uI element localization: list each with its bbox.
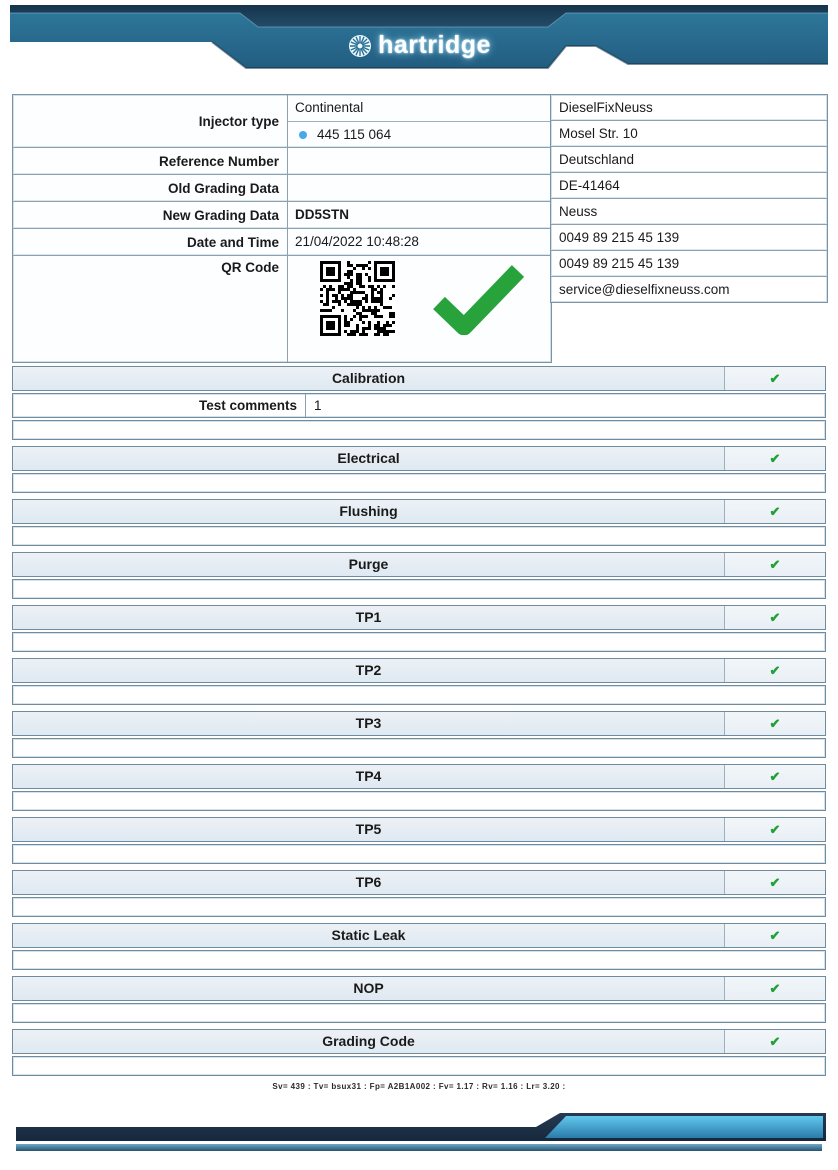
test-comments-value: 1 — [314, 398, 322, 413]
date-time-row — [13, 229, 551, 256]
injector-make: Continental — [288, 95, 551, 122]
spacer-row — [12, 685, 826, 705]
workshop-fax: 0049 89 215 45 139 — [551, 251, 827, 277]
pass-check-cell: ✔ — [724, 818, 825, 841]
spacer-row — [12, 1056, 826, 1076]
test-comments-label: Test comments — [13, 394, 306, 417]
section-name: Electrical — [337, 450, 400, 466]
section-name: Calibration — [331, 370, 406, 386]
brand-name: hartridge — [378, 31, 491, 59]
test-results — [12, 366, 826, 1091]
old-grading-value — [288, 175, 551, 201]
section-header-row — [12, 658, 826, 683]
footer-banner — [0, 1108, 838, 1170]
pass-check-cell: ✔ — [724, 765, 825, 788]
section-name: TP1 — [355, 609, 382, 625]
section-header-row — [12, 446, 826, 471]
pass-check-cell: ✔ — [724, 924, 825, 947]
section-name: TP6 — [355, 874, 382, 890]
section-header-row — [12, 1029, 826, 1054]
spacer-row — [12, 950, 826, 970]
pass-check-cell: ✔ — [724, 500, 825, 523]
spacer-row — [12, 1003, 826, 1023]
new-grading-label: New Grading Data — [13, 202, 288, 228]
old-grading-row — [13, 175, 551, 202]
reference-number-value — [288, 148, 551, 174]
workshop-country: Deutschland — [551, 147, 827, 173]
header-banner — [0, 0, 838, 88]
pass-check-cell: ✔ — [724, 871, 825, 894]
qr-code-label: QR Code — [13, 256, 288, 362]
section-header-row — [12, 711, 826, 736]
spacer-row — [12, 738, 826, 758]
bullet-icon — [299, 131, 307, 139]
qr-code-row — [13, 256, 551, 362]
date-time-value: 21/04/2022 10:48:28 — [295, 234, 419, 249]
old-grading-label: Old Grading Data — [13, 175, 288, 201]
green-check-icon — [431, 263, 527, 335]
section-name: Static Leak — [331, 927, 406, 943]
section-header-row — [12, 870, 826, 895]
section-header-row — [12, 366, 826, 391]
spacer-row — [12, 526, 826, 546]
workshop-email: service@dieselfixneuss.com — [559, 282, 730, 297]
section-name: TP2 — [355, 662, 382, 678]
pass-check-cell: ✔ — [724, 977, 825, 1000]
section-header-row — [12, 817, 826, 842]
workshop-postcode: DE-41464 — [551, 173, 827, 199]
section-header-row — [12, 552, 826, 577]
report-footnote: Sv= 439 : Tv= bsux31 : Fp= A2B1A002 : Fv= 1.17 : Rv= 1.16 : Lr= 3.20 : — [272, 1082, 566, 1091]
section-header-row — [12, 976, 826, 1001]
injector-part-number: 445 115 064 — [317, 126, 392, 142]
section-header-row — [12, 923, 826, 948]
spacer-row — [12, 844, 826, 864]
new-grading-row — [13, 202, 551, 229]
workshop-phone: 0049 89 215 45 139 — [551, 225, 827, 251]
section-header-row — [12, 605, 826, 630]
test-comments-row — [12, 393, 826, 418]
date-time-label: Date and Time — [13, 229, 288, 255]
footer-stripe — [16, 1144, 822, 1151]
injector-type-label: Injector type — [13, 95, 288, 147]
spacer-row — [12, 420, 826, 440]
injector-type-row — [13, 95, 551, 148]
injector-part-row — [288, 122, 551, 148]
pass-check-cell: ✔ — [724, 367, 825, 390]
spacer-row — [12, 473, 826, 493]
workshop-city: Neuss — [551, 199, 827, 225]
spacer-row — [12, 897, 826, 917]
pass-check-cell: ✔ — [724, 712, 825, 735]
section-name: TP3 — [355, 715, 382, 731]
injector-info-table — [12, 94, 552, 363]
section-name: Purge — [348, 556, 389, 572]
workshop-name: DieselFixNeuss — [551, 95, 827, 121]
reference-number-label: Reference Number — [13, 148, 288, 174]
spacer-row — [12, 632, 826, 652]
new-grading-value: DD5STN — [295, 207, 350, 222]
workshop-contact-table — [550, 94, 828, 303]
section-header-row — [12, 499, 826, 524]
section-name: Grading Code — [322, 1033, 415, 1049]
pass-check-cell: ✔ — [724, 606, 825, 629]
pass-check-cell: ✔ — [724, 447, 825, 470]
section-name: NOP — [353, 980, 384, 996]
spacer-row — [12, 791, 826, 811]
pass-check-cell: ✔ — [724, 1030, 825, 1053]
footer-cyan-block — [545, 1116, 823, 1138]
qr-code — [320, 261, 395, 336]
workshop-street: Mosel Str. 10 — [551, 121, 827, 147]
pass-check-cell: ✔ — [724, 659, 825, 682]
section-name: TP5 — [355, 821, 382, 837]
section-name: TP4 — [355, 768, 382, 784]
pass-check-cell: ✔ — [724, 553, 825, 576]
spacer-row — [12, 579, 826, 599]
section-name: Flushing — [339, 503, 398, 519]
reference-number-row — [13, 148, 551, 175]
section-header-row — [12, 764, 826, 789]
